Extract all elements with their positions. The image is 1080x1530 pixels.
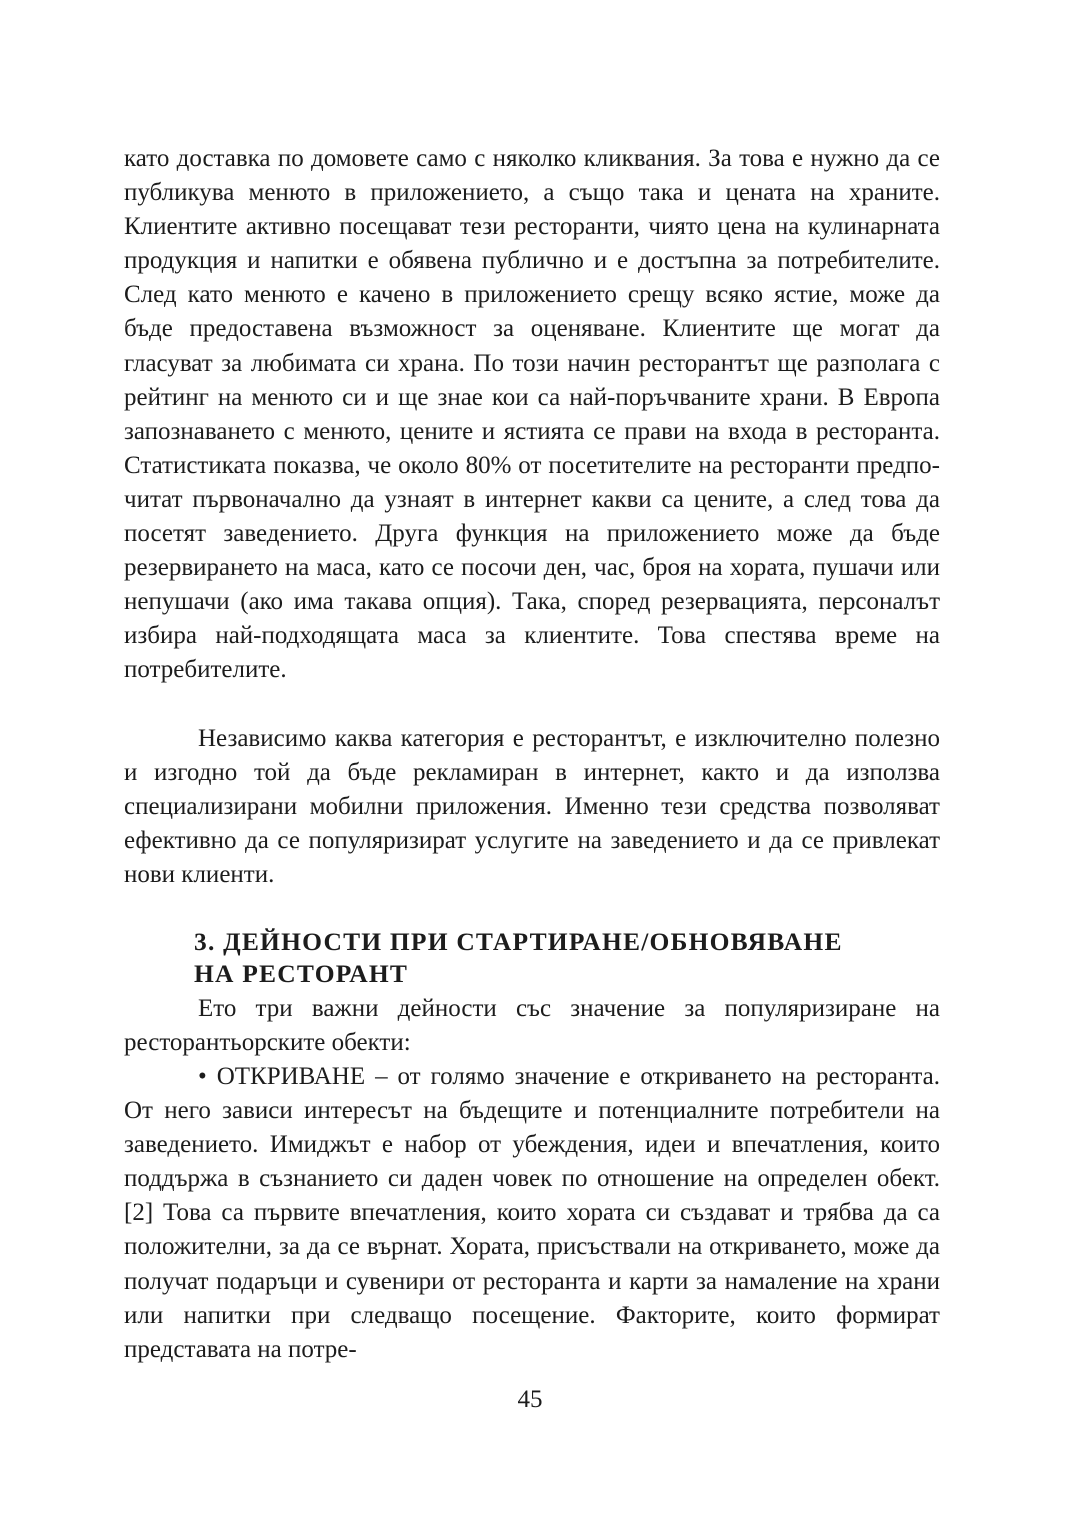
section-heading-line-2: НА РЕСТОРАНТ	[194, 959, 409, 988]
paragraph-three-activities: Ето три важни дейности със значение за популяризиране на ресторантьорските обекти:	[124, 995, 940, 1057]
paragraph-delivery-app: като доставка по домовете само с няколко кликвания. За това е нужно да се публикува менюто в приложението, а също така и цената на храните. Клиентите активно посещават тези ресторанти, чиято цена на кулинарната продукция и напитки е обявена публично и е достъпна за потребителите. След като менюто е качено в приложението срещу всяко ястие, може да бъде предоставена възможност за оценяване. Клиентите ще могат да гласуват за любимата си храна. По този начин ресторантът ще разполага с рейтинг на менюто си и ще знае кои са най-поръчваните храни. В Европа запознаването с менюто, цените и ястията се прави на входа в ресторанта. Статистиката показва, че около 80% от посетителите на ресторанти предпочитат първоначално да узнаят в интернет какви са цените, а след това да посетят заведението. Друга функция на приложението може да бъде резервирането на маса, като се посочи ден, час, броя на хората, пушачи или непушачи (ако има такава опция). Така, според резервацията, персоналът избира най-подходящата маса за клиентите. Това спестява време на потребителите.	[124, 145, 940, 684]
section-heading	[194, 926, 940, 990]
paragraph-internet-advertising: Независимо каква категория е ресторантът, е изключително полезно и изгодно той да бъде рекламиран в интернет, както и да използва специализирани мобилни приложения. Именно тези средства позволяват ефективно да се популяризират услугите на заведението и да се привлекат нови клиенти.	[124, 725, 940, 889]
paragraph-opening-bullet: • ОТКРИВАНЕ – от голямо значение е откриването на ресторанта. От него зависи интересът на бъдещите и потенциалните потребители на заведението. Имиджът е набор от убеждения, идеи и впечатления, които поддържа в съзнанието си даден човек по отношение на определен обект. [2] Това са първите впечатления, които хората си създават и трябва да са положителни, за да се върнат. Хората, присъствали на откриването, може да получат подаръци и сувенири от ресторанта и карти за намаление на храни или напитки при следващо посещение. Факторите, които формират представата на потре-	[124, 1063, 940, 1363]
section-heading-line-1: 3. ДЕЙНОСТИ ПРИ СТАРТИРАНЕ/ОБНОВЯВАНЕ	[194, 927, 843, 956]
page-number: 45	[517, 1386, 543, 1413]
